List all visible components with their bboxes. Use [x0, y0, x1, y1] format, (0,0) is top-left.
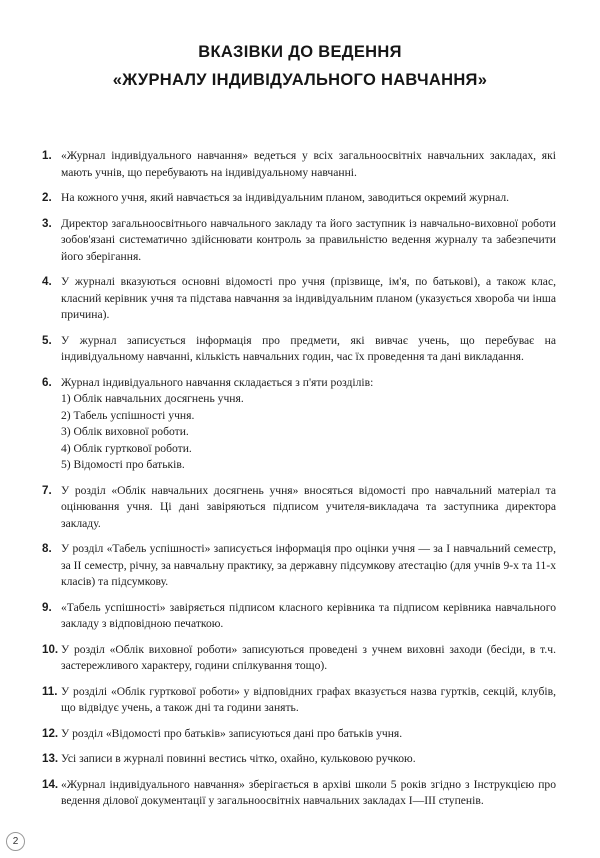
item-body [61, 600, 556, 633]
item-text: На кожного учня, який навчається за індивідуальним планом, заводиться окремий журнал. [61, 191, 510, 204]
list-item [42, 726, 556, 743]
sub-item: 5) Відомості про батьків. [61, 458, 185, 471]
item-text: У розділ «Табель успішності» записується інформація про оцінки учня — за І навчальний семестр, за ІІ семестр, річну, за навчальну практику, за державну підсумкову атестацію (для учнів 9-х та 11-х класів) та підсумкову. [61, 542, 556, 588]
item-text: У розділ «Облік виховної роботи» записуються проведені з учнем виховні заходи (бесіди, в т.ч. застережливого характеру, години спілкування тощо). [61, 642, 556, 672]
item-body [61, 726, 556, 743]
sub-item: 1) Облік навчальних досягнень учня. [61, 392, 244, 405]
instructions-list [42, 148, 556, 819]
sub-item: 2) Табель успішності учня. [61, 408, 195, 422]
item-body [61, 751, 556, 768]
item-body [61, 483, 556, 533]
item-text: Усі записи в журналі повинні вестись чітко, охайно, кульковою ручкою. [61, 752, 416, 765]
item-body [61, 684, 556, 717]
item-body [61, 777, 556, 810]
item-text: Журнал індивідуального навчання складається з п'яти розділів: [61, 375, 374, 389]
list-item [42, 274, 556, 324]
item-text: У журналі вказуються основні відомості про учня (прізвище, ім'я, по батькові), а також клас, класний керівник учня та підстава навчання за індивідуальним планом (указується хвороба чи інша причина). [61, 275, 556, 321]
item-text: «Журнал індивідуального навчання» ведеться у всіх загальноосвітніх навчальних закладах, які мають учнів, що перебувають на індивідуальному навчанні. [61, 149, 556, 179]
item-number: 7. [42, 483, 52, 497]
item-body [61, 642, 556, 675]
list-item [42, 216, 556, 266]
item-text: У розділ «Облік навчальних досягнень учня» вносяться відомості про навчальний матеріал та оцінювання учня. Ці дані завіряються підписом учителя-викладача та заступника директора закладу. [61, 483, 556, 530]
item-body [61, 274, 556, 324]
page-title [0, 38, 600, 94]
item-text: У розділ «Відомості про батьків» записуються дані про батьків учня. [61, 726, 403, 740]
sub-item: 4) Облік гурткової роботи. [61, 441, 192, 455]
page-number: 2 [6, 832, 25, 851]
list-item [42, 600, 556, 633]
item-text: У розділі «Облік гурткової роботи» у відповідних графах вказується назва гуртків, секцій, клубів, що відвідує учень, а також дні та години занять. [61, 684, 556, 714]
item-body [61, 375, 556, 474]
item-body [61, 333, 556, 366]
list-item [42, 751, 556, 768]
item-text: Директор загальноосвітнього навчального закладу та його заступник із навчально-виховної роботи зобов'язані систематично здійснювати контроль за правильністю ведення журналу та забезпечити його зберігання. [61, 216, 556, 263]
item-number: 8. [42, 542, 52, 555]
item-text: «Табель успішності» завіряється підписом класного керівника та підписом керівника навчального закладу з відповідною печаткою. [61, 600, 556, 630]
item-number: 10. [42, 642, 59, 656]
item-number: 14. [42, 777, 59, 791]
item-number: 4. [42, 275, 52, 288]
list-item [42, 190, 556, 207]
sub-item: 3) Облік виховної роботи. [61, 425, 189, 438]
item-number: 2. [42, 191, 52, 204]
item-text: «Журнал індивідуального навчання» зберігається в архіві школи 5 років згідно з Інструкцією про ведення ділової документації у загальноосвітніх навчальних закладах І—ІІІ ступенів. [61, 777, 556, 807]
list-item [42, 642, 556, 675]
list-item [42, 541, 556, 591]
list-item [42, 684, 556, 717]
item-number: 12. [42, 726, 59, 740]
item-number: 13. [42, 752, 59, 765]
item-body [61, 190, 556, 207]
item-text: У журнал записується інформація про предмети, які вивчає учень, що перебуває на індивідуальному навчанні, кількість навчальних годин, час їх проведення та дані викладання. [61, 333, 556, 363]
list-item [42, 375, 556, 474]
item-body [61, 216, 556, 266]
list-item [42, 333, 556, 366]
item-body [61, 541, 556, 591]
item-number: 3. [42, 216, 52, 230]
item-number: 9. [42, 600, 52, 614]
item-number: 5. [42, 333, 52, 347]
item-number: 11. [42, 684, 58, 698]
item-number: 6. [42, 375, 52, 389]
list-item [42, 777, 556, 810]
title-line-1: ВКАЗІВКИ ДО ВЕДЕННЯ [198, 43, 402, 61]
item-body [61, 148, 556, 181]
title-line-2: «ЖУРНАЛУ ІНДИВІДУАЛЬНОГО НАВЧАННЯ» [112, 71, 488, 89]
item-number: 1. [42, 149, 52, 162]
list-item [42, 483, 556, 533]
list-item [42, 148, 556, 181]
